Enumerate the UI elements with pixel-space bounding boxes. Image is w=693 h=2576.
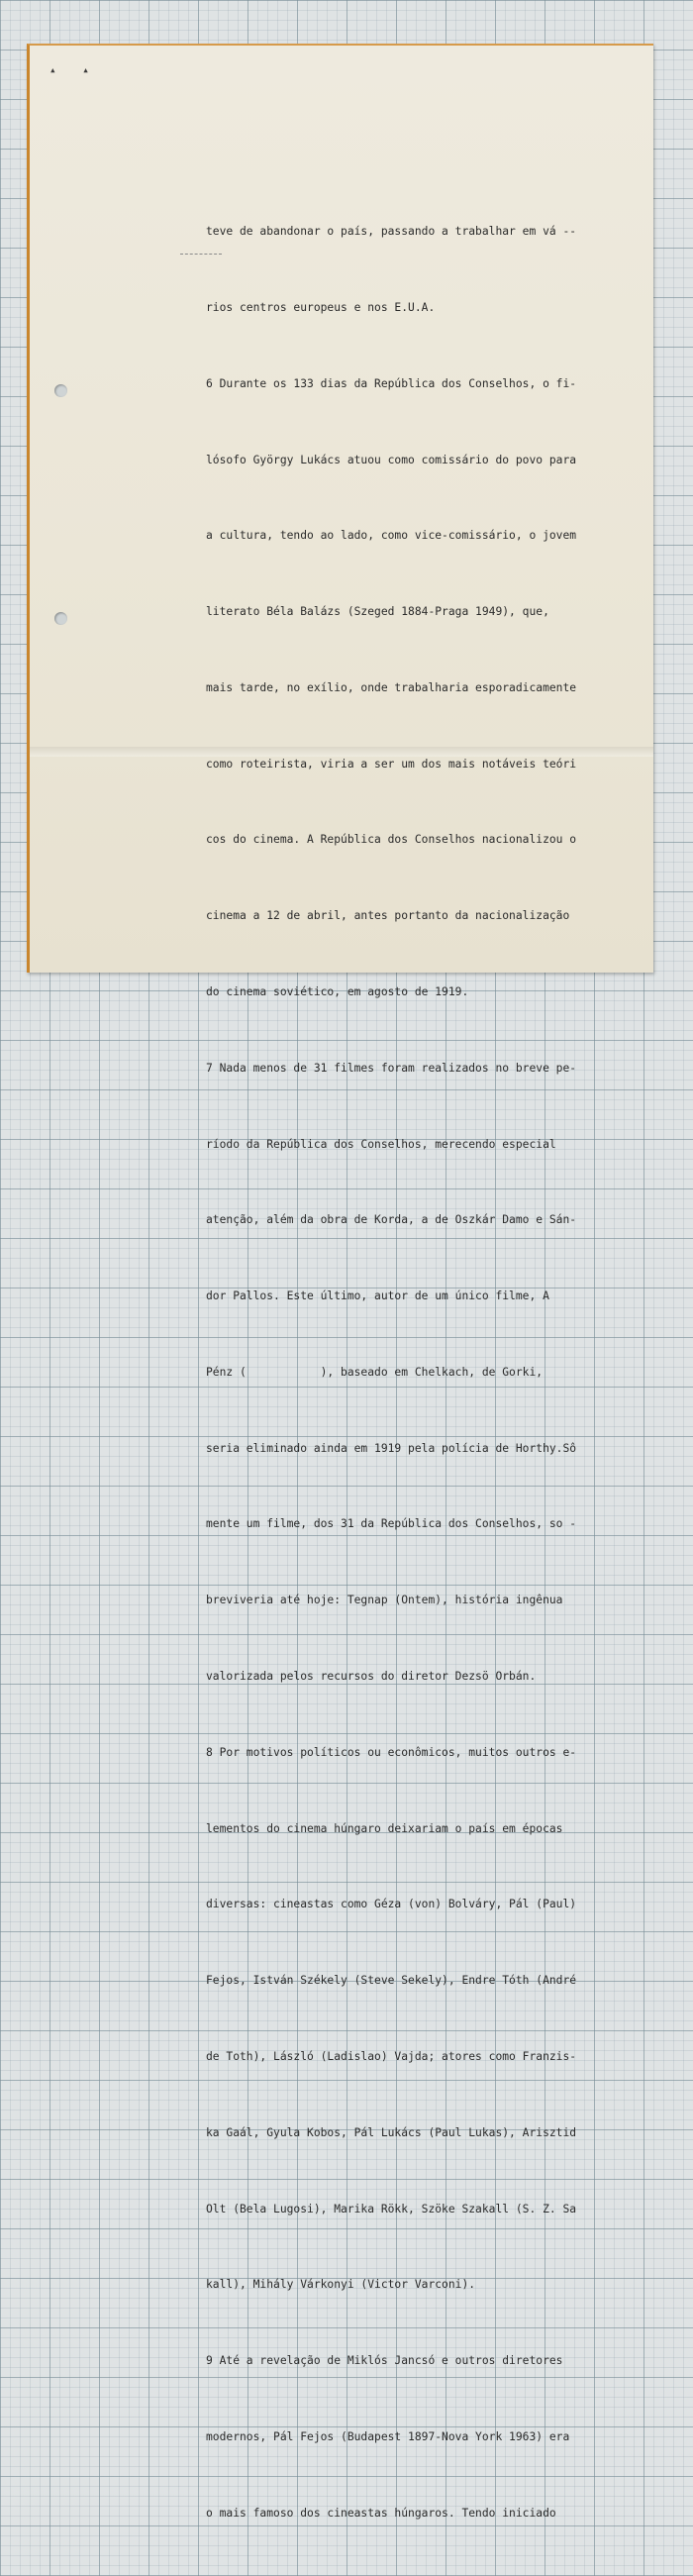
text-line: kall), Mihály Várkonyi (Victor Varconi).	[206, 2278, 476, 2292]
typewritten-page	[27, 44, 653, 2520]
text-line: lósofo György Lukács atuou como comissário do povo para	[206, 453, 577, 466]
text-line: literato Béla Balázs (Szeged 1884-Praga 1949), que,	[206, 605, 549, 619]
text-line: breviveria até hoje: Tegnap (Ontem), história ingênua	[206, 1594, 563, 1607]
text-line: cinema a 12 de abril, antes portanto da nacionalização	[206, 909, 570, 923]
text-line: modernos, Pál Fejos (Budapest 1897-Nova York 1963) era	[206, 2429, 570, 2443]
text-line: Fejos, István Székely (Steve Sekely), Endre Tóth (André	[206, 1974, 577, 1988]
text-line: o mais famoso dos cineastas húngaros. Tendo iniciado	[206, 2506, 556, 2520]
punch-hole-icon	[54, 384, 67, 397]
text-line: 8 Por motivos políticos ou econômicos, muitos outros e-	[206, 1745, 577, 1759]
body-text	[206, 168, 627, 2576]
text-line: Pénz ( ), baseado em Chelkach, de Gorki,	[206, 1365, 544, 1379]
text-line: ka Gaál, Gyula Kobos, Pál Lukács (Paul Lukas), Arisztid	[206, 2125, 577, 2139]
text-line: valorizada pelos recursos do diretor Dezsö Orbán.	[206, 1670, 537, 1684]
text-line: mente um filme, dos 31 da República dos Conselhos, so -	[206, 1517, 577, 1531]
text-line: como roteirista, viria a ser um dos mais notáveis teóri	[206, 757, 577, 771]
text-line: mais tarde, no exílio, onde trabalharia esporadicamente	[206, 680, 577, 694]
text-line: dor Pallos. Este último, autor de um único filme, A	[206, 1289, 549, 1303]
text-line: teve de abandonar o país, passando a trabalhar em vá --	[206, 225, 577, 239]
text-line: 7 Nada menos de 31 filmes foram realizados no breve pe-	[206, 1061, 577, 1075]
corner-marks: ▴ ▴	[50, 63, 99, 76]
text-line: seria eliminado ainda em 1919 pela polícia de Horthy.Sô	[206, 1441, 577, 1455]
punch-hole-icon	[54, 612, 67, 625]
text-line: a cultura, tendo ao lado, como vice-comissário, o jovem	[206, 529, 577, 543]
text-line: de Toth), László (Ladislao) Vajda; atores como Franzis-	[206, 2049, 577, 2063]
text-line: lementos do cinema húngaro deixariam o país em épocas	[206, 1821, 563, 1835]
text-line: Olt (Bela Lugosi), Marika Rökk, Szöke Szakall (S. Z. Sa	[206, 2202, 577, 2215]
text-line: 9 Até a revelação de Miklós Jancsó e outros diretores	[206, 2354, 563, 2368]
text-line: diversas: cineastas como Géza (von) Bolváry, Pál (Paul)	[206, 1898, 577, 1911]
text-line: do cinema soviético, em agosto de 1919.	[206, 985, 469, 998]
text-line: cos do cinema. A República dos Conselhos nacionalizou o	[206, 833, 577, 847]
text-line: ríodo da República dos Conselhos, merecendo especial	[206, 1137, 556, 1151]
text-line: atenção, além da obra de Korda, a de Oszkár Damo e Sán-	[206, 1213, 577, 1227]
text-line: rios centros europeus e nos E.U.A.	[206, 300, 436, 314]
text-line: 6 Durante os 133 dias da República dos Conselhos, o fi-	[206, 376, 577, 390]
